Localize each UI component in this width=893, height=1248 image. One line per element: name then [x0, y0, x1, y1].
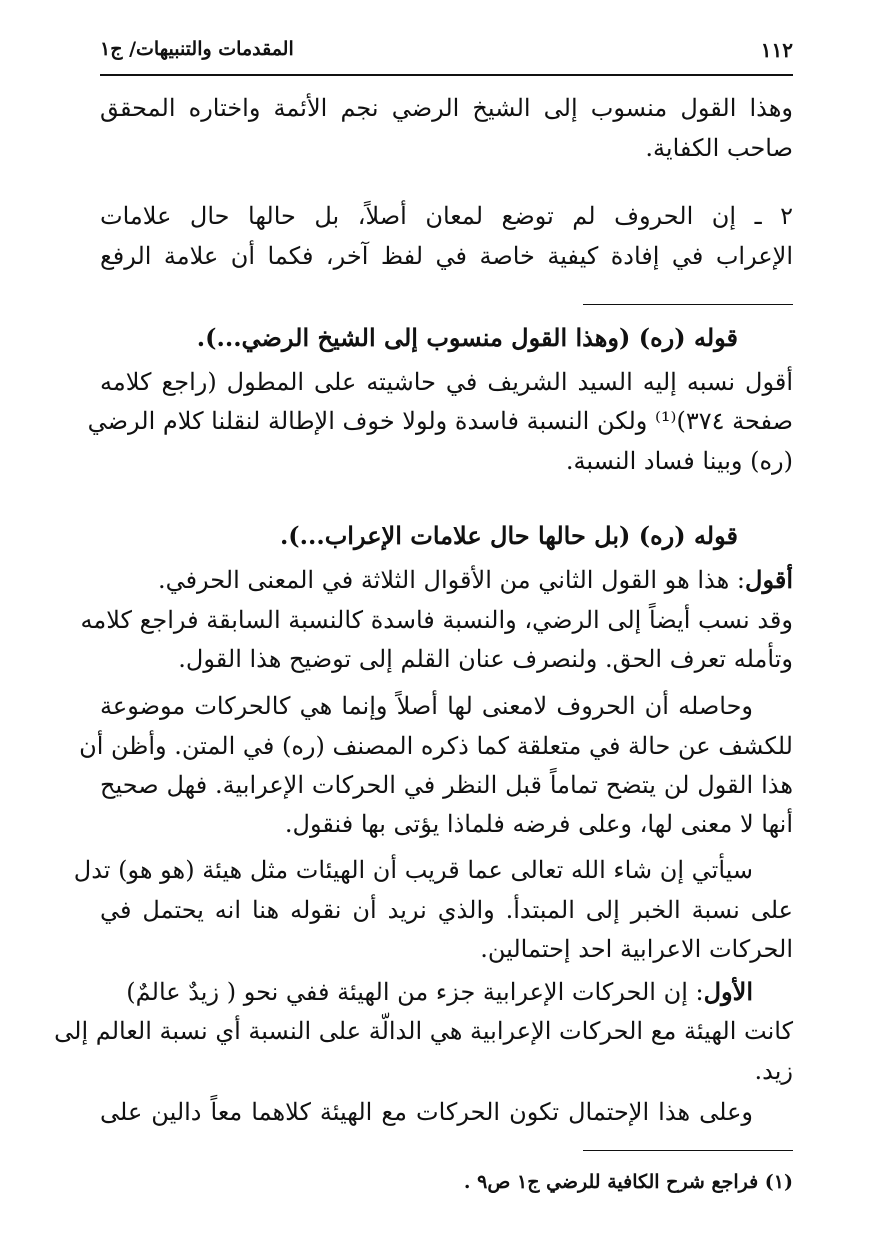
commentary-heading: قوله (ره) (وهذا القول منسوب إلى الشيخ الرضي...). [196, 323, 738, 352]
lead-word: الأول [703, 977, 753, 1006]
footnote: (١) فراجع شرح الكافية للرضي ج١ ص٩ . [463, 1171, 793, 1193]
text-line: (ره) وبينا فساد النسبة. [565, 447, 793, 475]
text-line: هذا القول لن يتضح تماماً قبل النظر في الحركات الإعرابية. فهل صحيح [100, 771, 793, 799]
text-line: على نسبة الخبر إلى المبتدأ. والذي نريد أن نقوله هنا انه يحتمل في [100, 896, 793, 924]
text-line: أنها لا معنى لها، وعلى فرضه فلماذا يؤتى بها فنقول. [284, 810, 793, 838]
text-line: أقول نسبه إليه السيد الشريف في حاشيته على المطول (راجع كلامه [100, 368, 793, 396]
text-line: كانت الهيئة مع الحركات الإعرابية هي الدالّة على النسبة أي نسبة العالم إلى [54, 1017, 793, 1045]
text-line: صاحب الكفاية. [645, 134, 793, 162]
text-line: سيأتي إن شاء الله تعالى عما قريب أن الهيئات مثل هيئة (هو هو) تدل [73, 856, 753, 884]
text-line: وتأمله تعرف الحق. ولنصرف عنان القلم إلى توضيح هذا القول. [178, 645, 793, 673]
text-line: زيد. [754, 1057, 793, 1085]
text-line: الإعراب في إفادة كيفية خاصة في لفظ آخر، فكما أن علامة الرفع [100, 242, 794, 270]
text-line: وحاصله أن الحروف لامعنى لها أصلاً وإنما هي كالحركات موضوعة [100, 692, 754, 720]
text-line: وعلى هذا الإحتمال تكون الحركات مع الهيئة كلاهما معاً دالين على [100, 1098, 753, 1126]
lead-word: أقول [745, 565, 793, 594]
text-line: وقد نسب أيضاً إلى الرضي، والنسبة فاسدة كالنسبة السابقة فراجع كلامه [80, 606, 793, 634]
text-span: : إن الحركات الإعرابية جزء من الهيئة ففي نحو ( زيدٌ عالمٌ) [126, 978, 704, 1006]
text-line [100, 562, 793, 598]
commentary-separator [583, 304, 793, 305]
text-line [100, 974, 753, 1010]
text-line: الحركات الاعرابية احد إحتمالين. [480, 935, 793, 963]
text-line: للكشف عن حالة في متعلقة كما ذكره المصنف (ره) في المتن. وأظن أن [79, 732, 793, 760]
commentary-heading: قوله (ره) (بل حالها حال علامات الإعراب...). [279, 521, 738, 550]
footnote-separator [583, 1150, 793, 1151]
text-line: ٢ ـ إن الحروف لم توضع لمعان أصلاً، بل حالها حال علامات [100, 202, 794, 230]
text-line: وهذا القول منسوب إلى الشيخ الرضي نجم الأئمة واختاره المحقق [100, 94, 793, 122]
text-line: صفحة ٣٧٤)⁽¹⁾ ولكن النسبة فاسدة ولولا خوف الإطالة لنقلنا كلام الرضي [87, 407, 793, 435]
text-span: : هذا هو القول الثاني من الأقوال الثلاثة في المعنى الحرفي. [157, 566, 746, 594]
page-header [100, 34, 793, 76]
page-number: ١١٢ [760, 38, 793, 62]
running-title: المقدمات والتنبيهات/ ج١ [100, 38, 294, 60]
